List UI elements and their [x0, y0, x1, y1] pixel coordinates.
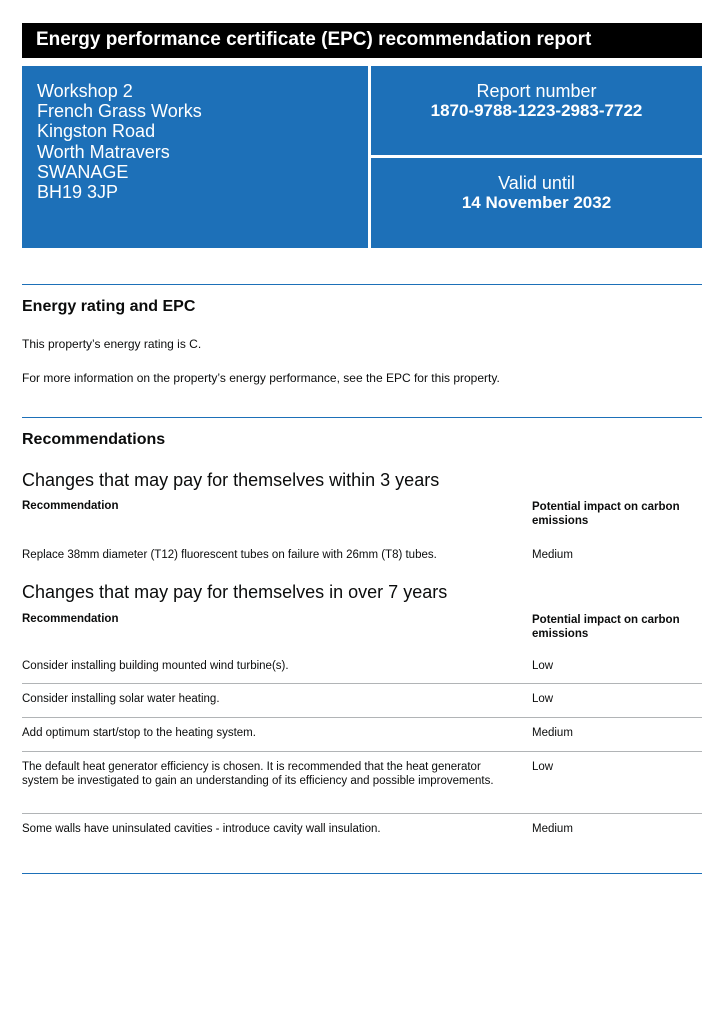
- more-info-text: For more information on the property’s energy performance, see the EPC for this property.: [22, 371, 500, 385]
- col-header-impact: Potential impact on carbon emissions: [532, 614, 680, 640]
- recommendations-heading: Recommendations: [22, 431, 166, 448]
- table-row: [22, 814, 702, 848]
- impact-cell: Medium: [532, 727, 573, 739]
- col-header-impact: Potential impact on carbon emissions: [532, 501, 680, 527]
- energy-rating-heading: Energy rating and EPC: [22, 298, 196, 315]
- table-row: [22, 718, 702, 752]
- table-row: [22, 684, 702, 718]
- table-row: [22, 540, 702, 574]
- report-title: Energy performance certificate (EPC) recommendation report: [22, 23, 702, 58]
- valid-until-value: 14 November 2032: [461, 193, 612, 212]
- property-info-grid: [22, 66, 702, 248]
- table-row: [22, 752, 702, 814]
- valid-until-box: [371, 158, 702, 248]
- recommendation-cell: Replace 38mm diameter (T12) fluorescent tubes on failure with 26mm (T8) tubes.: [22, 549, 437, 561]
- valid-until-label: Valid until: [498, 173, 575, 193]
- recommendation-cell: Consider installing building mounted wind turbine(s).: [22, 660, 289, 672]
- report-number-value: 1870-9788-1223-2983-7722: [430, 101, 643, 120]
- impact-cell: Medium: [532, 823, 573, 835]
- property-address: [22, 66, 368, 248]
- section-title-7-years: Changes that may pay for themselves in over 7 years: [22, 582, 448, 602]
- energy-rating-text: This property’s energy rating is C.: [22, 337, 202, 351]
- col-header-recommendation: Recommendation: [22, 500, 119, 512]
- recommendation-cell: The default heat generator efficiency is chosen. It is recommended that the heat generator system be investigated to gain an understanding of its efficiency and possible improvements.: [22, 761, 494, 787]
- report-number-box: [371, 66, 702, 155]
- address-line: SWANAGE: [37, 161, 129, 182]
- report-number-label: Report number: [476, 81, 597, 101]
- impact-cell: Low: [532, 693, 554, 705]
- section-divider: [22, 284, 702, 285]
- section-divider: [22, 417, 702, 418]
- table-header: [22, 500, 702, 540]
- address-line: Kingston Road: [37, 121, 156, 142]
- recommendations-table-3-years: [22, 500, 702, 574]
- table-header: [22, 613, 702, 653]
- address-line: French Grass Works: [37, 101, 202, 122]
- address-line: Worth Matravers: [37, 141, 170, 162]
- recommendation-cell: Consider installing solar water heating.: [22, 693, 220, 705]
- impact-cell: Low: [532, 761, 554, 773]
- impact-cell: Medium: [532, 549, 573, 561]
- section-divider: [22, 873, 702, 874]
- impact-cell: Low: [532, 660, 554, 672]
- col-header-recommendation: Recommendation: [22, 613, 119, 625]
- recommendation-cell: Some walls have uninsulated cavities - introduce cavity wall insulation.: [22, 823, 381, 835]
- table-row: [22, 653, 702, 684]
- recommendation-cell: Add optimum start/stop to the heating system.: [22, 727, 256, 739]
- section-title-3-years: Changes that may pay for themselves within 3 years: [22, 470, 440, 490]
- recommendations-table-7-years: [22, 613, 702, 848]
- address-line: BH19 3JP: [37, 182, 119, 203]
- address-line: Workshop 2: [37, 81, 133, 101]
